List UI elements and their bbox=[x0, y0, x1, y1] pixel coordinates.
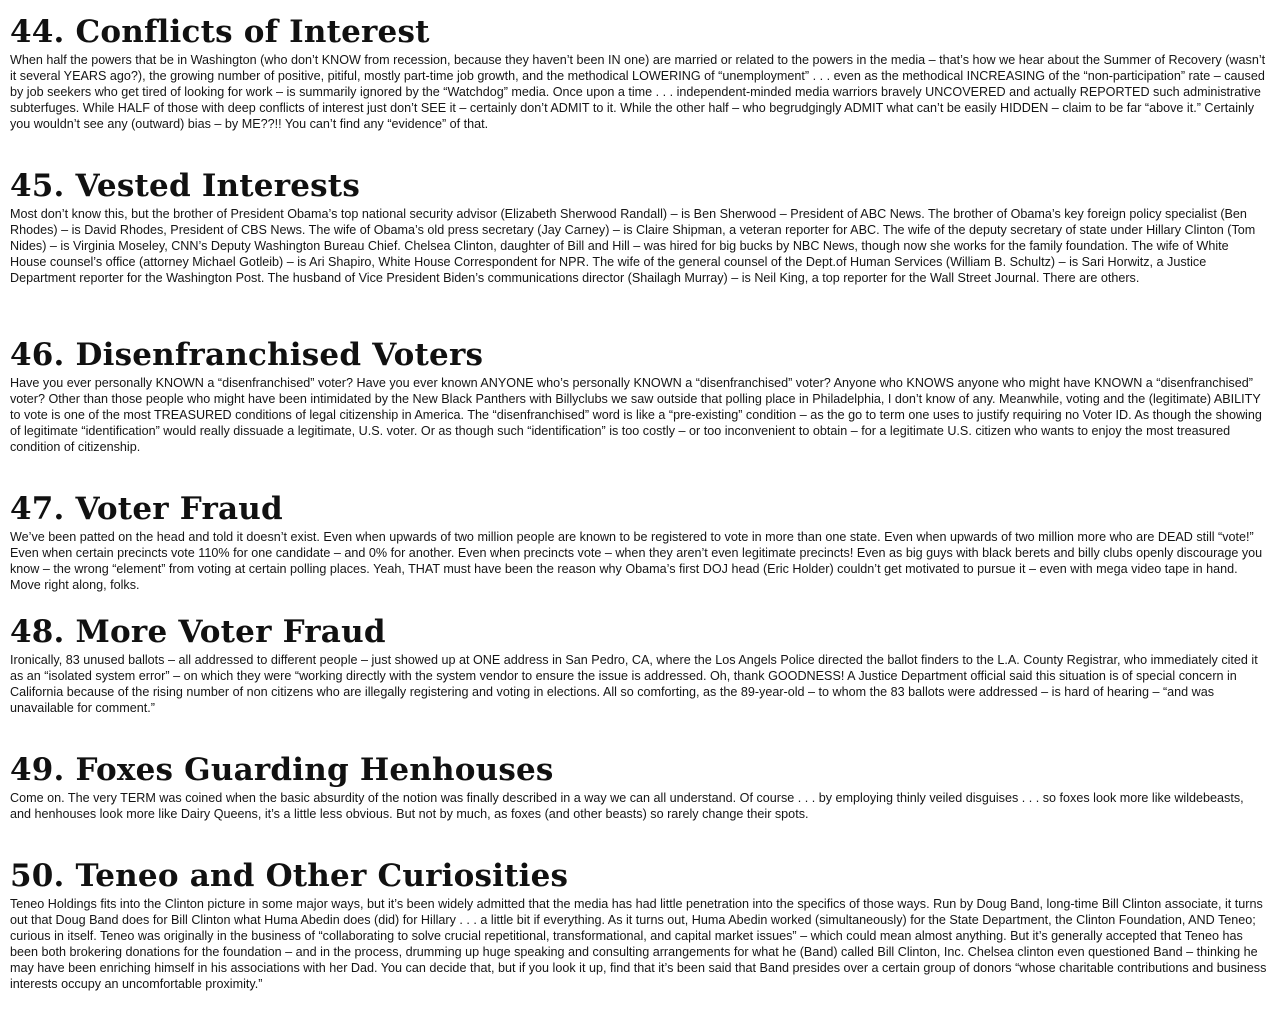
section-voter-fraud bbox=[10, 491, 1268, 593]
section-body: Ironically, 83 unused ballots – all addressed to different people – just showed up at ONE address in San Pedro, CA, where the Los Angels Police directed the ballot finders to the L.A. County Registrar, who immediately cited it as an “isolated system error” – on which they were “working directly with the system vendor to ensure the issue is addressed. Oh, thank GOODNESS! A Justice Department official said this situation is of special concern in California because of the rising number of non citizens who are illegally registering and voting in elections. All so comforting, as the 89-year-old – to whom the 83 ballots were addressed – is hard of hearing – “and was unavailable for comment.” bbox=[10, 653, 1258, 715]
section-vested-interests bbox=[10, 168, 1268, 286]
section-heading: 46. Disenfranchised Voters bbox=[10, 337, 484, 373]
section-body: Come on. The very TERM was coined when the basic absurdity of the notion was finally described in a way we can all understand. Of course . . . by employing thinly veiled disguises . . . so foxes look more like wildebeasts, and henhouses look more like Dairy Queens, it’s a little less obvious. But not by much, as foxes (and other beasts) so rarely change their spots. bbox=[10, 791, 1244, 821]
section-heading: 48. More Voter Fraud bbox=[10, 614, 386, 650]
section-teneo-and-other-curiosities bbox=[10, 858, 1268, 992]
section-heading: 49. Foxes Guarding Henhouses bbox=[10, 752, 554, 788]
section-heading: 45. Vested Interests bbox=[10, 168, 360, 204]
section-body: Have you ever personally KNOWN a “disenfranchised” voter? Have you ever known ANYONE who’s personally KNOWN a “disenfranchised” voter? Anyone who KNOWS anyone who might have KNOWN a “disenfranchised” voter? Other than those people who might have been intimidated by the New Black Panthers with Billyclubs we saw outside that polling place in Philadelphia, I don’t know of any. Meanwhile, voting and the (legitimate) ABILITY to vote is one of the most TREASURED conditions of legal citizenship in America. The “disenfranchised” word is like a “pre-existing” condition – as the go to term one uses to justify requiring no Voter ID. As though the showing of legitimate “identification” would really dissuade a legitimate, U.S. voter. Or as though such “identification” is too costly – or too inconvenient to obtain – for a legitimate U.S. citizen who wants to enjoy the most treasured condition of citizenship. bbox=[10, 376, 1262, 454]
section-heading: 44. Conflicts of Interest bbox=[10, 14, 430, 50]
section-body: Most don’t know this, but the brother of President Obama’s top national security advisor (Elizabeth Sherwood Randall) – is Ben Sherwood – President of ABC News. The brother of Obama’s key foreign policy specialist (Ben Rhodes) – is David Rhodes, President of CBS News. The wife of Obama’s old press secretary (Jay Carney) – is Claire Shipman, a veteran reporter for ABC. The wife of the deputy secretary of state under Hillary Clinton (Tom Nides) – is Virginia Moseley, CNN’s Deputy Washington Bureau Chief. Chelsea Clinton, daughter of Bill and Hill – was hired for big bucks by NBC News, though now she works for the family foundation. The wife of White House counsel’s office (attorney Michael Gotleib) – is Ari Shapiro, White House Correspondent for NPR. The wife of the general counsel of the Dept.of Human Services (William B. Schultz) – is Sari Horwitz, a Justice Department reporter for the Washington Post. The husband of Vice President Biden’s communications director (Shailagh Murray) – is Neil King, a top reporter for the Wall Street Journal. There are others. bbox=[10, 207, 1256, 285]
section-disenfranchised-voters bbox=[10, 337, 1268, 455]
section-heading: 47. Voter Fraud bbox=[10, 491, 283, 527]
section-foxes-guarding-henhouses bbox=[10, 752, 1268, 822]
section-more-voter-fraud bbox=[10, 614, 1268, 716]
section-body: Teneo Holdings fits into the Clinton picture in some major ways, but it’s been widely admitted that the media has had little penetration into the specifics of those ways. Run by Doug Band, long-time Bill Clinton associate, it turns out that Doug Band does for Bill Clinton what Huma Abedin does (did) for Hillary . . . a little bit if everything. As it turns out, Huma Abedin worked (simultaneously) for the State Department, the Clinton Foundation, AND Teneo; curious in itself. Teneo was originally in the business of “collaborating to solve crucial repetitional, transformational, and capital market issues” – which could mean almost anything. But it’s generally accepted that Teneo has been both brokering donations for the foundation – and in the process, drumming up huge speaking and consulting arrangements for what he (Band) called Bill Clinton, Inc. Chelsea clinton even questioned Band – thinking he may have been enriching himself in his associations with her Dad. You can decide that, but if you look it up, find that it’s been said that Band presides over a certain group of donors “whose charitable contributions and business interests occupy an uncomfortable proximity.” bbox=[10, 897, 1267, 991]
section-body: When half the powers that be in Washington (who don’t KNOW from recession, because they haven’t been IN one) are married or related to the powers in the media – that’s how we hear about the Summer of Recovery (wasn’t it several YEARS ago?), the growing number of positive, pitiful, mostly part-time job growth, and the methodical LOWERING of “unemployment” . . . even as the methodical INCREASING of the “non-participation” rate – caused by job seekers who get tired of looking for work – is summarily ignored by the “Watchdog” media. Once upon a time . . . independent-minded media warriors bravely UNCOVERED and actually REPORTED such administrative subterfuges. While HALF of those with deep conflicts of interest just don’t SEE it – certainly don’t ADMIT to it. While the other half – who begrudgingly ADMIT what can’t be easily HIDDEN – claim to be far “above it.” Certainly you wouldn’t see any (outward) bias – by ME??!! You can’t find any “evidence” of that. bbox=[10, 53, 1266, 131]
section-body: We’ve been patted on the head and told it doesn’t exist. Even when upwards of two million people are known to be registered to vote in more than one state. Even when upwards of two million more who are DEAD still “vote!” Even when certain precincts vote 110% for one candidate – and 0% for another. Even when precincts vote – when they aren’t even legitimate precincts! Even as big guys with black berets and billy clubs openly discourage you know – the wrong “element” from voting at certain polling places. Yeah, THAT must have been the reason why Obama’s first DOJ head (Eric Holder) couldn’t get motivated to pursue it – even with mega video tape in hand. Move right along, folks. bbox=[10, 530, 1263, 592]
section-heading: 50. Teneo and Other Curiosities bbox=[10, 858, 569, 894]
section-conflicts-of-interest bbox=[10, 14, 1268, 132]
